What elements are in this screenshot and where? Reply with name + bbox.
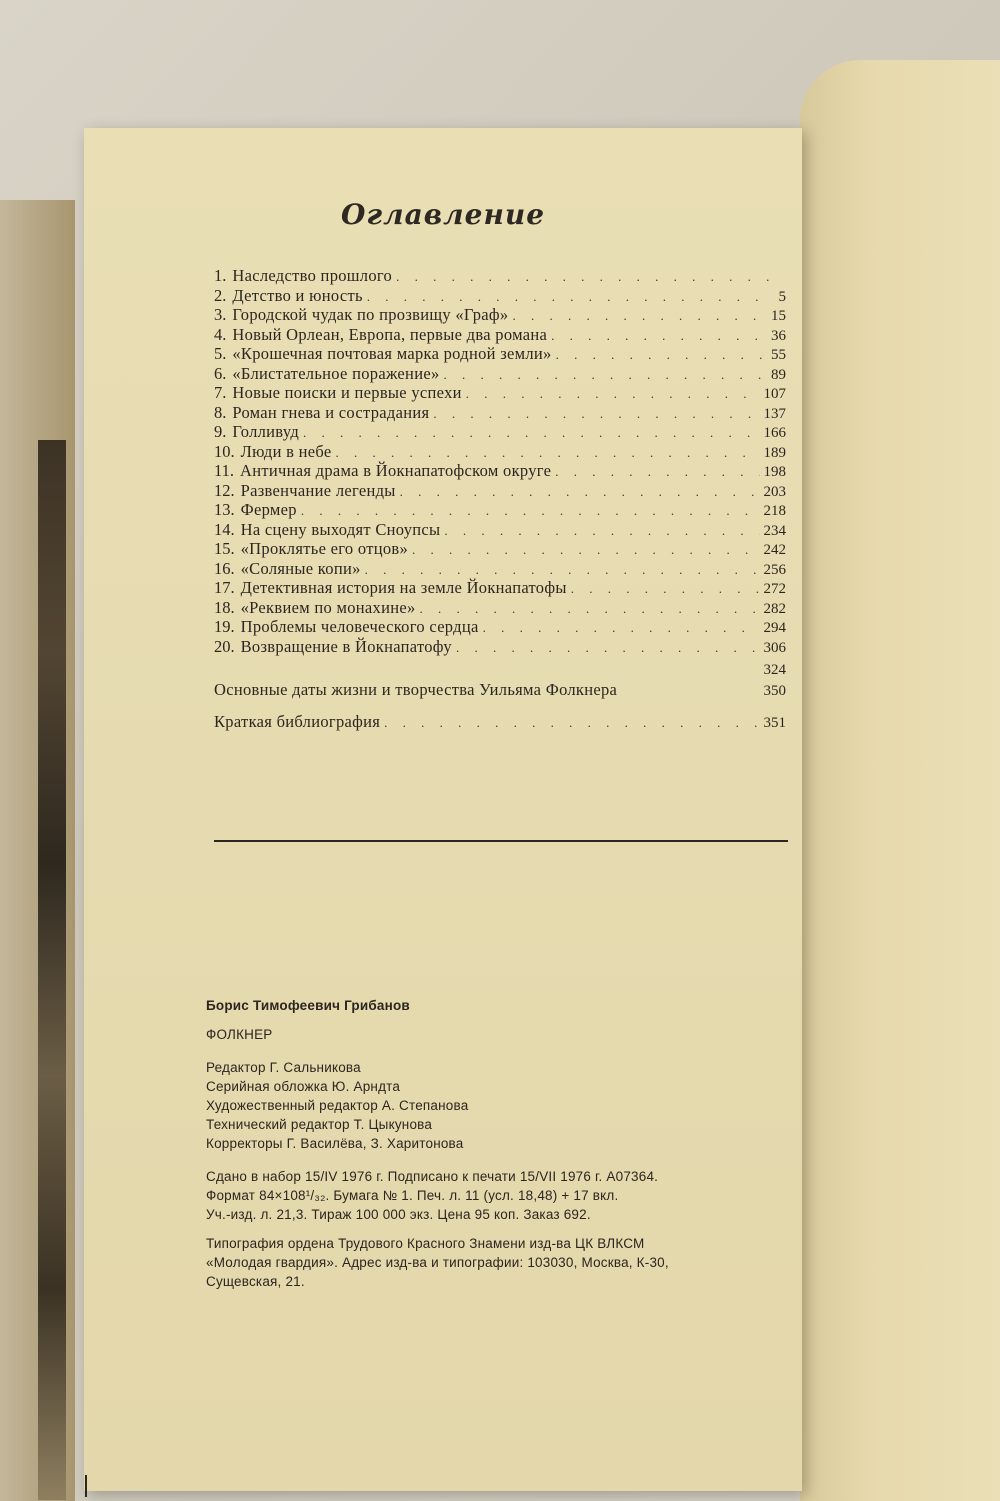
toc-entry-title: «Соляные копи»	[240, 558, 361, 578]
toc-entry-number: 16.	[214, 558, 235, 578]
toc-entry-title: «Крошечная почтовая марка родной земли»	[232, 344, 552, 363]
toc-entry-page: 36	[771, 327, 786, 344]
imprint-credit: Художественный редактор А. Степанова	[206, 1098, 469, 1113]
toc-entry-page: 166	[763, 425, 786, 441]
toc-entry	[214, 617, 786, 637]
toc-entry-title: Роман гнева и сострадания	[232, 402, 430, 422]
toc-entry	[214, 422, 786, 442]
toc-entry-page: 5	[778, 288, 786, 305]
imprint-print-detail: Сдано в набор 15/IV 1976 г. Подписано к печати 15/VII 1976 г. А07364.	[206, 1169, 659, 1184]
toc-entry-page: 203	[763, 483, 786, 500]
toc-entry-number: 3.	[214, 305, 227, 324]
imprint-author: Борис Тимофеевич Грибанов	[206, 998, 410, 1013]
toc-entry-page: 294	[763, 620, 786, 636]
toc-leader-dots	[433, 404, 759, 424]
toc-entry-title: Проблемы человеческого сердца	[240, 617, 479, 636]
toc-appendix-dates	[214, 680, 786, 700]
imprint-printer: Типография ордена Трудового Красного Знамени изд-ва ЦК ВЛКСМ	[206, 1236, 645, 1251]
toc-entry	[214, 383, 786, 403]
toc-entry-title: Городской чудак по прозвищу «Граф»	[232, 305, 509, 324]
toc-entry-page: 306	[763, 639, 786, 656]
imprint-credit: Технический редактор Т. Цыкунова	[206, 1117, 433, 1132]
toc-entry	[214, 442, 786, 462]
toc-leader-dots	[400, 482, 760, 502]
left-book-spine	[38, 440, 66, 1500]
toc-entry	[214, 266, 786, 286]
toc-leader-dots	[303, 423, 759, 443]
toc-entry-number: 6.	[214, 363, 227, 383]
toc-entry	[214, 403, 786, 423]
toc-leader-dots	[365, 560, 760, 580]
toc-leader-dots	[301, 501, 760, 521]
toc-entry-number: 7.	[214, 383, 227, 402]
toc-entry-number: 8.	[214, 402, 227, 422]
toc-entry-page: 89	[771, 366, 786, 383]
toc-entry-page: 55	[771, 347, 786, 363]
toc-entry-number: 18.	[214, 597, 235, 617]
toc-leader-dots	[555, 462, 759, 482]
toc-leader-dots	[483, 618, 760, 638]
imprint-credit: Редактор Г. Сальникова	[206, 1060, 361, 1075]
toc-entry-title: Люди в небе	[240, 441, 332, 461]
toc-entry	[214, 325, 786, 345]
imprint-printer: «Молодая гвардия». Адрес изд-ва и типографии: 103030, Москва, К-30,	[206, 1255, 669, 1270]
toc-leader-dots	[571, 579, 760, 599]
toc-entry-title: Новый Орлеан, Европа, первые два романа	[232, 324, 548, 344]
toc-leader-dots	[512, 306, 767, 326]
toc-entry-title: Детективная история на земле Йокнапатофы	[240, 578, 567, 597]
toc-leader-dots	[456, 638, 760, 658]
toc-entry-page: 282	[763, 600, 786, 617]
imprint-credit: Корректоры Г. Василёва, З. Харитонова	[206, 1136, 464, 1151]
toc-leader-dots	[556, 345, 767, 365]
toc-leader-dots	[396, 267, 769, 287]
toc-leader-dots	[551, 326, 767, 346]
toc-leader-dots	[412, 540, 759, 560]
toc-entry-title: Голливуд	[232, 422, 300, 441]
toc-entry-number: 5.	[214, 344, 227, 363]
toc-entry-title: «Блистательное поражение»	[232, 363, 440, 383]
toc-leader-dots	[444, 521, 759, 541]
toc-leader-dots	[384, 715, 759, 731]
toc-entry-number: 11.	[214, 461, 235, 480]
toc-entry-page: 137	[763, 405, 786, 422]
toc-entry-number: 1.	[214, 266, 227, 285]
toc-appendix-page: 350	[763, 683, 786, 699]
toc-page-number-20: 324	[763, 662, 786, 678]
section-divider	[214, 840, 788, 842]
toc-entry-title: Новые поиски и первые успехи	[232, 383, 462, 402]
toc-entry-page: 189	[763, 444, 786, 461]
imprint-book-title: ФОЛКНЕР	[206, 1027, 273, 1042]
toc-title: Оглавление	[340, 198, 546, 231]
toc-entry-number: 13.	[214, 500, 235, 519]
imprint-block	[206, 996, 806, 1291]
toc-entry	[214, 637, 786, 657]
imprint-print-detail: Уч.-изд. л. 21,3. Тираж 100 000 экз. Цена 95 коп. Заказ 692.	[206, 1207, 591, 1222]
toc-leader-dots	[466, 384, 760, 404]
toc-entry-title: Детство и юность	[232, 285, 363, 305]
toc-entry-title: «Проклятье его отцов»	[240, 539, 409, 558]
toc-entry	[214, 305, 786, 325]
toc-leader-dots	[444, 365, 768, 385]
toc-leader-dots	[367, 287, 768, 307]
toc-entry	[214, 344, 786, 364]
book-page	[84, 128, 802, 1491]
toc-entry-number: 15.	[214, 539, 235, 558]
page-edge-mark	[85, 1475, 87, 1497]
toc-entry-page: 242	[763, 542, 786, 558]
imprint-credit: Серийная обложка Ю. Арндта	[206, 1079, 401, 1094]
toc-entry-title: Античная драма в Йокнапатофском округе	[240, 461, 552, 480]
toc-appendix-text: Основные даты жизни и творчества Уильяма Фолкнера	[214, 680, 618, 699]
toc-entry-page: 272	[763, 581, 786, 597]
toc-entry-page: 234	[763, 522, 786, 539]
toc-entry-number: 14.	[214, 519, 235, 539]
toc-entry-title: Наследство прошлого	[232, 266, 393, 285]
imprint-print-detail: Формат 84×108¹/₃₂. Бумага № 1. Печ. л. 11 (усл. 18,48) + 17 вкл.	[206, 1188, 619, 1203]
toc-leader-dots	[420, 599, 760, 619]
toc-entry	[214, 578, 786, 598]
toc-entry	[214, 598, 786, 618]
toc-list	[214, 266, 786, 656]
toc-appendix-text: Краткая библиография	[214, 712, 381, 731]
toc-entry	[214, 559, 786, 579]
toc-entry-number: 10.	[214, 441, 235, 461]
toc-entry-title: Фермер	[240, 500, 297, 519]
toc-appendix-bibliography	[214, 712, 786, 732]
facing-page	[800, 60, 1000, 1501]
toc-entry	[214, 481, 786, 501]
toc-entry-number: 12.	[214, 480, 235, 500]
toc-entry-title: Возвращение в Йокнапатофу	[240, 636, 452, 656]
toc-entry-title: Развенчание легенды	[240, 480, 396, 500]
toc-entry-title: «Реквием по монахине»	[240, 597, 416, 617]
toc-entry	[214, 461, 786, 481]
toc-entry-number: 9.	[214, 422, 227, 441]
toc-entry-number: 17.	[214, 578, 235, 597]
toc-entry-number: 4.	[214, 324, 227, 344]
toc-entry	[214, 364, 786, 384]
toc-entry-number: 2.	[214, 285, 227, 305]
toc-entry-page: 107	[763, 386, 786, 402]
toc-entry	[214, 520, 786, 540]
toc-entry	[214, 500, 786, 520]
imprint-printer: Сущевская, 21.	[206, 1274, 305, 1289]
toc-entry-title: На сцену выходят Сноупсы	[240, 519, 441, 539]
toc-appendix-page: 351	[763, 715, 786, 731]
toc-leader-dots	[336, 443, 760, 463]
toc-entry-number: 19.	[214, 617, 235, 636]
toc-entry-number: 20.	[214, 636, 235, 656]
toc-entry-page: 256	[763, 561, 786, 578]
toc-entry	[214, 286, 786, 306]
toc-entry-page: 218	[763, 503, 786, 519]
toc-entry	[214, 539, 786, 559]
toc-entry-page: 15	[771, 308, 786, 324]
toc-entry-page: 198	[763, 464, 786, 480]
